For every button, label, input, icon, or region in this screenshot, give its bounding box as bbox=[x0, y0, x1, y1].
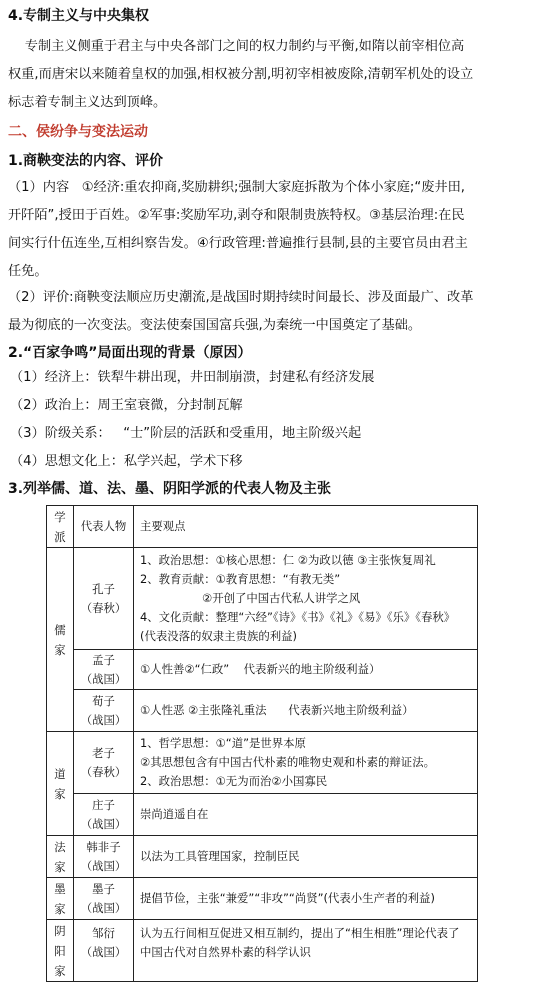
table-row bbox=[47, 794, 478, 836]
person-era: （春秋） bbox=[80, 600, 127, 615]
header-school-char: 学 bbox=[54, 509, 66, 524]
section-4-heading: 4.专制主义与中央集权 bbox=[8, 8, 150, 24]
paragraph-line: 开阡陌”,授田于百姓。②军事:奖励军功,剥夺和限制贵族特权。③基层治理:在民 bbox=[8, 208, 465, 223]
person-name: 庄子 bbox=[92, 797, 115, 812]
person-name: 老子 bbox=[92, 745, 115, 760]
person-kongzi bbox=[74, 548, 134, 650]
school-char: 家 bbox=[54, 901, 66, 916]
view-line: ②开创了中国古代私人讲学之风 bbox=[202, 591, 361, 605]
person-name: 孔子 bbox=[92, 581, 115, 596]
person-laozi bbox=[74, 732, 134, 794]
schools-table bbox=[46, 505, 478, 982]
view-xunzi: ①人性恶 ②主张隆礼重法 代表新兴地主阶级利益） bbox=[134, 690, 478, 732]
person-era: （战国） bbox=[80, 900, 127, 915]
table-row bbox=[47, 548, 478, 650]
school-char: 法 bbox=[54, 839, 66, 854]
view-line: 1、政治思想：①核心思想：仁 ②为政以德 ③主张恢复周礼 bbox=[140, 553, 436, 567]
view-zhuangzi: 崇尚逍遥自在 bbox=[134, 794, 478, 836]
school-confucian bbox=[47, 548, 74, 732]
view-line: 2、教育贡献：①教育思想：“有教无类” bbox=[140, 572, 341, 586]
paragraph-line: 任免。 bbox=[8, 264, 48, 279]
person-era: （战国） bbox=[80, 816, 127, 831]
person-name: 墨子 bbox=[92, 881, 115, 896]
table-row bbox=[47, 732, 478, 794]
q1-evaluation bbox=[8, 284, 526, 340]
table-row bbox=[47, 836, 478, 878]
view-line: 1、哲学思想：①“道”是世界本原 bbox=[140, 736, 306, 750]
person-era: （战国） bbox=[80, 858, 127, 873]
school-legalist bbox=[47, 836, 74, 878]
school-char: 家 bbox=[54, 859, 66, 874]
person-era: （战国） bbox=[80, 712, 127, 727]
person-name: 孟子 bbox=[92, 652, 115, 667]
school-char: 道 bbox=[54, 766, 66, 781]
paragraph-line: 最为彻底的一次变法。变法使秦国国富兵强,为秦统一中国奠定了基础。 bbox=[8, 318, 422, 333]
view-kongzi bbox=[134, 548, 478, 650]
header-school bbox=[47, 506, 74, 548]
school-taoist bbox=[47, 732, 74, 836]
person-mozi bbox=[74, 878, 134, 920]
table-row bbox=[47, 650, 478, 690]
view-mozi: 提倡节俭，主张“兼爱”“非攻”“尚贤”(代表小生产者的利益) bbox=[134, 878, 478, 920]
header-person: 代表人物 bbox=[74, 506, 134, 548]
view-line: 认为五行间相互促进又相互制约，提出了“相生相胜”理论代表了 bbox=[140, 926, 460, 940]
paragraph-line: （1）内容 ①经济:重农抑商,奖励耕织;强制大家庭拆散为个体小家庭;“废井田, bbox=[8, 180, 465, 195]
person-mengzi bbox=[74, 650, 134, 690]
person-era: （战国） bbox=[80, 945, 127, 959]
part-2-heading: 二、侯纷争与变法运动 bbox=[8, 124, 148, 140]
view-zouyan bbox=[134, 920, 478, 982]
list-item: （2）政治上：周王室衰微，分封制瓦解 bbox=[10, 398, 243, 413]
section-4-paragraph bbox=[8, 33, 526, 117]
view-line: ②其思想包含有中国古代朴素的唯物史观和朴素的辩证法。 bbox=[140, 755, 435, 769]
q2-list bbox=[10, 364, 374, 476]
school-char: 墨 bbox=[54, 881, 66, 896]
q1-content bbox=[8, 174, 526, 286]
view-mengzi: ①人性善②“仁政” 代表新兴的地主阶级利益） bbox=[134, 650, 478, 690]
view-line: 中国古代对自然界朴素的科学认识 bbox=[140, 945, 311, 959]
person-hanfeizi bbox=[74, 836, 134, 878]
table-header-row bbox=[47, 506, 478, 548]
list-item: （1）经济上：铁犁牛耕出现，井田制崩溃，封建私有经济发展 bbox=[10, 370, 375, 385]
view-line: (代表没落的奴隶主贵族的利益) bbox=[140, 629, 297, 643]
school-char: 阳 bbox=[54, 943, 66, 958]
view-line: 4、文化贡献：整理“六经”《诗》《书》《礼》《易》《乐》《春秋》 bbox=[140, 610, 456, 624]
header-school-char: 派 bbox=[54, 529, 66, 544]
view-laozi bbox=[134, 732, 478, 794]
paragraph-line: 权重,而唐宋以来随着皇权的加强,相权被分割,明初宰相被废除,清朝军机处的设立 bbox=[8, 67, 474, 82]
school-char: 家 bbox=[54, 786, 66, 801]
person-zhuangzi bbox=[74, 794, 134, 836]
school-char: 家 bbox=[54, 642, 66, 657]
school-char: 家 bbox=[54, 963, 66, 978]
person-era: （春秋） bbox=[80, 764, 127, 779]
q3-heading: 3.列举儒、道、法、墨、阴阳学派的代表人物及主张 bbox=[8, 481, 332, 497]
school-char: 阴 bbox=[54, 923, 66, 938]
paragraph-line: （2）评价:商鞅变法顺应历史潮流,是战国时期持续时间最长、涉及面最广、改革 bbox=[8, 290, 474, 305]
table-row bbox=[47, 920, 478, 982]
list-item: （4）思想文化上：私学兴起，学术下移 bbox=[10, 454, 243, 469]
person-zouyan bbox=[74, 920, 134, 982]
school-yinyang bbox=[47, 920, 74, 982]
school-mohist bbox=[47, 878, 74, 920]
person-name: 荀子 bbox=[92, 693, 115, 708]
list-item: （3）阶级关系： “士”阶层的活跃和受重用，地主阶级兴起 bbox=[10, 426, 362, 441]
header-view: 主要观点 bbox=[134, 506, 478, 548]
person-name: 邹衍 bbox=[92, 926, 115, 940]
q2-heading: 2.“百家争鸣”局面出现的背景（原因） bbox=[8, 345, 252, 361]
person-name: 韩非子 bbox=[86, 839, 121, 854]
person-xunzi bbox=[74, 690, 134, 732]
table-row bbox=[47, 690, 478, 732]
table-row bbox=[47, 878, 478, 920]
school-char: 儒 bbox=[54, 622, 66, 637]
person-era: （战国） bbox=[80, 671, 127, 686]
paragraph-line: 间实行什伍连坐,互相纠察告发。④行政管理:普遍推行县制,县的主要官员由君主 bbox=[8, 236, 468, 251]
view-hanfeizi: 以法为工具管理国家，控制臣民 bbox=[134, 836, 478, 878]
paragraph-line: 标志着专制主义达到顶峰。 bbox=[8, 95, 167, 110]
q1-heading: 1.商鞅变法的内容、评价 bbox=[8, 153, 164, 169]
view-line: 2、政治思想：①无为而治②小国寡民 bbox=[140, 774, 328, 788]
paragraph-line: 专制主义侧重于君主与中央各部门之间的权力制约与平衡,如隋以前宰相位高 bbox=[8, 39, 465, 54]
